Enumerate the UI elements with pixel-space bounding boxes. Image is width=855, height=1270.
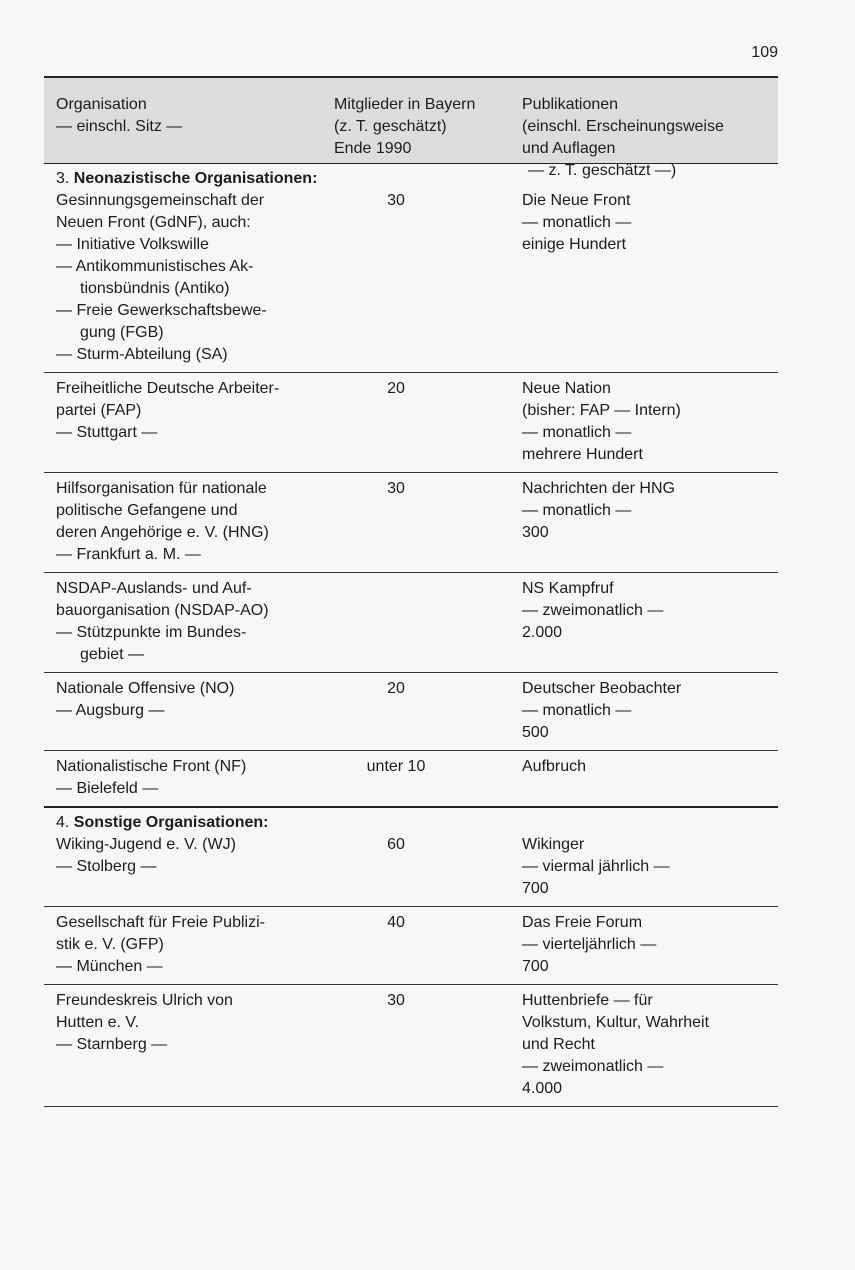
organisation-line: — Stuttgart — [56,424,158,441]
organisation-line: deren Angehörige e. V. (HNG) [56,524,269,541]
organisation-line: — Initiative Volkswille [56,236,209,253]
publication-line: mehrere Hundert [522,446,643,463]
organisation-line: — Augsburg — [56,702,165,719]
publication-cell [522,834,778,900]
publication-line: 300 [522,524,549,541]
organisation-line: bauorganisation (NSDAP-AO) [56,602,269,619]
organisation-line: Nationalistische Front (NF) [56,758,247,775]
publication-line: — monatlich — [522,424,632,441]
section-title [44,808,778,834]
organisation-line: stik e. V. (GFP) [56,936,164,953]
header-line: Mitglieder in Bayern [334,96,476,113]
header-line: Ende 1990 [334,140,412,157]
publication-cell [522,478,778,566]
organisation-line: gung (FGB) [80,324,164,341]
organisation-line: — Starnberg — [56,1036,168,1053]
header-line: — z. T. geschätzt —) [528,162,677,179]
organisation-line: — Stolberg — [56,858,157,875]
organisation-cell [56,678,334,744]
publication-line: Deutscher Beobachter [522,680,682,697]
publication-line: Neue Nation [522,380,611,397]
organisation-cell [56,378,334,466]
page-number: 109 [751,44,778,61]
table-row [44,190,778,373]
publication-line: — zweimonatlich — [522,602,664,619]
publication-cell [522,912,778,978]
publication-line: Wikinger [522,836,585,853]
section-number: 3. [56,170,70,187]
header-line: (z. T. geschätzt) [334,118,447,135]
members-cell: 20 [387,380,405,397]
header-line: und Auflagen [522,140,616,157]
members-cell [334,578,522,666]
organisation-line: — Antikommunistisches Ak- [56,258,254,275]
table-row [44,834,778,907]
publication-cell [522,678,778,744]
table-row [44,373,778,473]
section-heading: Sonstige Organisationen: [73,814,269,831]
organisation-cell [56,578,334,666]
organisation-line: — Freie Gewerkschaftsbewe- [56,302,267,319]
organisation-line: politische Gefangene und [56,502,238,519]
publication-line: einige Hundert [522,236,627,253]
publication-line: 500 [522,724,549,741]
organisation-line: — Stützpunkte im Bundes- [56,624,247,641]
table-row [44,473,778,573]
publication-line: 2.000 [522,624,563,641]
members-cell: 60 [387,836,405,853]
organisation-line: partei (FAP) [56,402,142,419]
header-organisation [56,94,334,155]
header-publications [522,94,778,179]
publication-line: — zweimonatlich — [522,1058,664,1075]
members-cell: 40 [387,914,405,931]
members-cell: 30 [387,192,405,209]
publication-line: (bisher: FAP — Intern) [522,402,681,419]
publication-line: Das Freie Forum [522,914,643,931]
organisation-line: — Frankfurt a. M. — [56,546,201,563]
organisation-cell [56,756,334,800]
members-cell: 30 [387,992,405,1009]
table-row [44,907,778,985]
organisation-line: Neuen Front (GdNF), auch: [56,214,251,231]
publication-line: 700 [522,880,549,897]
organisation-line: Hilfsorganisation für nationale [56,480,267,497]
publication-line: — vierteljährlich — [522,936,657,953]
organisation-cell [56,912,334,978]
publication-line: Huttenbriefe — für [522,992,653,1009]
publication-cell [522,990,778,1100]
organisation-line: Gesinnungsgemeinschaft der [56,192,265,209]
header-line: Publikationen [522,96,619,113]
publication-line: — monatlich — [522,502,632,519]
organisation-line: — Sturm-Abteilung (SA) [56,346,228,363]
publication-cell [522,756,778,800]
organisation-cell [56,834,334,900]
organisation-cell [56,990,334,1100]
header-members [334,94,522,155]
table-row [44,673,778,751]
publication-cell [522,378,778,466]
organisation-cell [56,190,334,366]
table-body [44,164,778,1107]
publication-line: — monatlich — [522,702,632,719]
publication-line: Aufbruch [522,758,587,775]
section-number: 4. [56,814,70,831]
organisation-line: — München — [56,958,163,975]
organisation-line: tionsbündnis (Antiko) [80,280,230,297]
header-line: (einschl. Erscheinungsweise [522,118,724,135]
members-cell: 30 [387,480,405,497]
table-row [44,573,778,673]
section-heading: Neonazistische Organisationen: [73,170,318,187]
organisation-line: gebiet — [80,646,145,663]
organisation-line: — Bielefeld — [56,780,159,797]
organisation-line: Nationale Offensive (NO) [56,680,235,697]
organisation-line: Freiheitliche Deutsche Arbeiter- [56,380,280,397]
publication-line: Die Neue Front [522,192,631,209]
organisation-line: Wiking-Jugend e. V. (WJ) [56,836,236,853]
publication-line: NS Kampfruf [522,580,614,597]
publication-line: Volkstum, Kultur, Wahrheit [522,1014,710,1031]
header-line: — einschl. Sitz — [56,118,183,135]
publication-line: Nachrichten der HNG [522,480,675,497]
publication-cell [522,578,778,666]
organisation-line: Freundeskreis Ulrich von [56,992,233,1009]
publication-line: — viermal jährlich — [522,858,670,875]
organisation-line: Gesellschaft für Freie Publizi- [56,914,265,931]
table-row [44,751,778,808]
table-row [44,985,778,1107]
publication-cell [522,190,778,366]
organisations-table [44,76,778,1107]
header-line: Organisation [56,96,147,113]
publication-line: 700 [522,958,549,975]
members-cell: unter 10 [366,758,426,775]
organisation-cell [56,478,334,566]
organisation-line: NSDAP-Auslands- und Auf- [56,580,252,597]
publication-line: — monatlich — [522,214,632,231]
members-cell: 20 [387,680,405,697]
organisation-line: Hutten e. V. [56,1014,140,1031]
publication-line: und Recht [522,1036,595,1053]
publication-line: 4.000 [522,1080,563,1097]
